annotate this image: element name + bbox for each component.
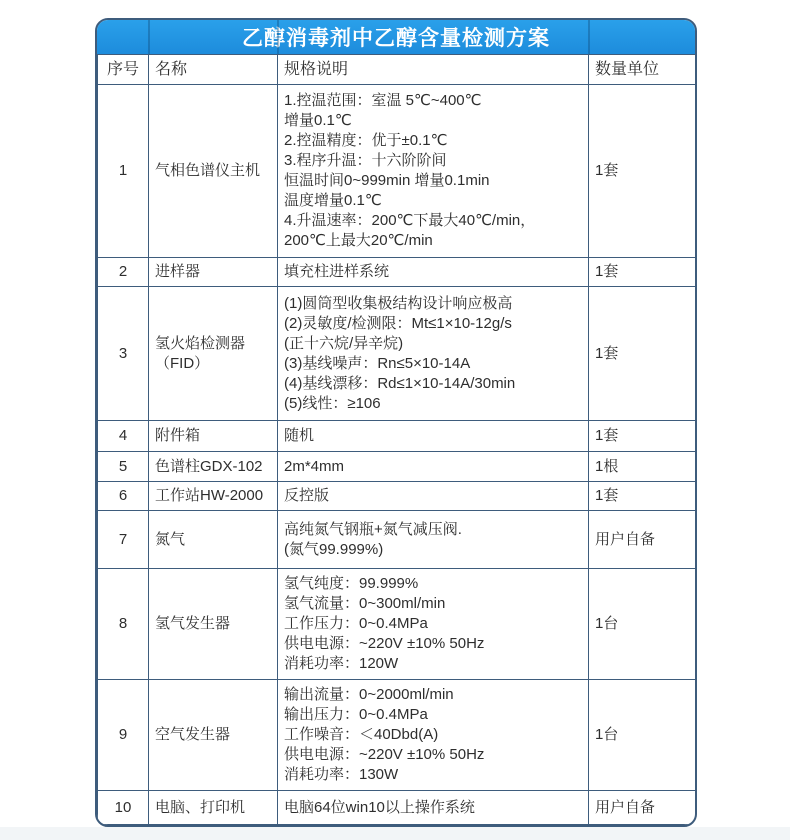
title-column-divider (277, 20, 279, 54)
table-row (98, 791, 696, 825)
row-spec-cell (278, 452, 589, 482)
row-name-cell: 工作站HW-2000 (149, 482, 278, 511)
row-qty-cell: 1台 (589, 680, 696, 791)
row-name-cell: 气相色谱仪主机 (149, 85, 278, 258)
spec-line: 2.控温精度：优于±0.1℃ (284, 132, 448, 149)
table-row (98, 452, 696, 482)
row-index-cell: 1 (98, 85, 149, 258)
row-spec-cell (278, 511, 589, 569)
table-row (98, 511, 696, 569)
table-row (98, 569, 696, 680)
row-spec-cell (278, 287, 589, 421)
spec-line: (4)基线漂移：Rd≤1×10-14A/30min (284, 374, 516, 392)
spec-line: 工作噪音：＜40Dbd(A) (284, 726, 439, 743)
row-name-cell: 氮气 (149, 511, 278, 569)
spec-line: (氮气99.999%) (284, 540, 384, 558)
row-index-cell: 4 (98, 421, 149, 452)
spec-line: 消耗功率：130W (284, 766, 399, 783)
spec-line: 消耗功率：120W (284, 655, 399, 672)
row-name-cell: 空气发生器 (149, 680, 278, 791)
spec-line: (3)基线噪声：Rn≤5×10-14A (284, 354, 471, 372)
title-band (97, 20, 695, 54)
table-row (98, 482, 696, 511)
row-index-cell: 7 (98, 511, 149, 569)
row-qty-cell: 1套 (589, 85, 696, 258)
title-column-divider (588, 20, 590, 54)
row-index-cell: 5 (98, 452, 149, 482)
row-qty-cell: 1套 (589, 482, 696, 511)
spec-line: 工作压力：0~0.4MPa (284, 615, 428, 632)
row-spec-cell (278, 680, 589, 791)
table-row (98, 258, 696, 287)
spec-line: (正十六烷/异辛烷) (284, 334, 404, 352)
spec-line: (1)圆筒型收集极结构设计响应极高 (284, 294, 513, 312)
row-spec-cell (278, 482, 589, 511)
table-row (98, 421, 696, 452)
title-column-divider (148, 20, 150, 54)
spec-line: 填充柱进样系统 (284, 263, 390, 280)
row-qty-cell: 1台 (589, 569, 696, 680)
row-qty-cell: 用户自备 (589, 791, 696, 825)
spec-line: 温度增量0.1℃ (284, 192, 382, 209)
row-index-cell: 6 (98, 482, 149, 511)
column-header-no: 序号 (98, 55, 149, 85)
row-index-cell: 8 (98, 569, 149, 680)
spec-line: 电脑64位win10以上操作系统 (284, 798, 475, 816)
column-header-spec: 规格说明 (278, 55, 589, 85)
row-index-cell: 10 (98, 791, 149, 825)
spec-line: (5)线性：≥106 (284, 394, 381, 412)
spec-line: 氢气纯度：99.999% (284, 575, 419, 592)
row-index-cell: 9 (98, 680, 149, 791)
spec-line: 4.升温速率：200℃下最大40℃/min， (284, 212, 536, 229)
row-spec-cell (278, 421, 589, 452)
spec-line: 供电电源：~220V ±10% 50Hz (284, 746, 485, 763)
row-name-cell: 氢气发生器 (149, 569, 278, 680)
spec-line: 输出流量：0~2000ml/min (284, 686, 454, 703)
spec-line: 供电电源：~220V ±10% 50Hz (284, 635, 485, 652)
page-bottom-strip (0, 827, 790, 840)
spec-line: 随机 (284, 427, 315, 444)
row-name-cell: 氢火焰检测器（FID） (149, 287, 278, 421)
table-row (98, 680, 696, 791)
spec-line: 恒温时间0~999min 增量0.1min (284, 172, 490, 189)
row-qty-cell: 1套 (589, 287, 696, 421)
row-name-cell: 色谱柱GDX-102 (149, 452, 278, 482)
row-qty-cell: 1套 (589, 421, 696, 452)
spec-table (97, 54, 696, 825)
spec-line: 输出压力：0~0.4MPa (284, 706, 428, 723)
spec-line: 增量0.1℃ (284, 112, 352, 129)
spec-line: 3.程序升温：十六阶阶间 (284, 152, 447, 169)
page-title: 乙醇消毒剂中乙醇含量检测方案 (242, 27, 550, 50)
row-spec-cell (278, 258, 589, 287)
row-qty-cell: 1根 (589, 452, 696, 482)
row-spec-cell (278, 791, 589, 825)
table-header-row (98, 55, 696, 85)
spec-sheet (95, 18, 697, 827)
row-name-cell: 电脑、打印机 (149, 791, 278, 825)
row-spec-cell (278, 85, 589, 258)
table-row (98, 85, 696, 258)
table-row (98, 287, 696, 421)
row-name-cell: 进样器 (149, 258, 278, 287)
spec-line: 反控版 (284, 487, 330, 504)
row-spec-cell (278, 569, 589, 680)
spec-line: (2)灵敏度/检测限：Mt≤1×10-12g/s (284, 314, 512, 332)
row-qty-cell: 用户自备 (589, 511, 696, 569)
spec-line: 1.控温范围：室温 5℃~400℃ (284, 92, 482, 109)
row-qty-cell: 1套 (589, 258, 696, 287)
spec-line: 氢气流量：0~300ml/min (284, 595, 446, 612)
row-index-cell: 3 (98, 287, 149, 421)
column-header-qty: 数量单位 (589, 55, 696, 85)
column-header-name: 名称 (149, 55, 278, 85)
row-index-cell: 2 (98, 258, 149, 287)
spec-line: 2m*4mm (284, 457, 345, 475)
spec-line: 200℃上最大20℃/min (284, 232, 433, 249)
spec-line: 高纯氮气钢瓶+氮气减压阀. (284, 520, 462, 538)
row-name-cell: 附件箱 (149, 421, 278, 452)
